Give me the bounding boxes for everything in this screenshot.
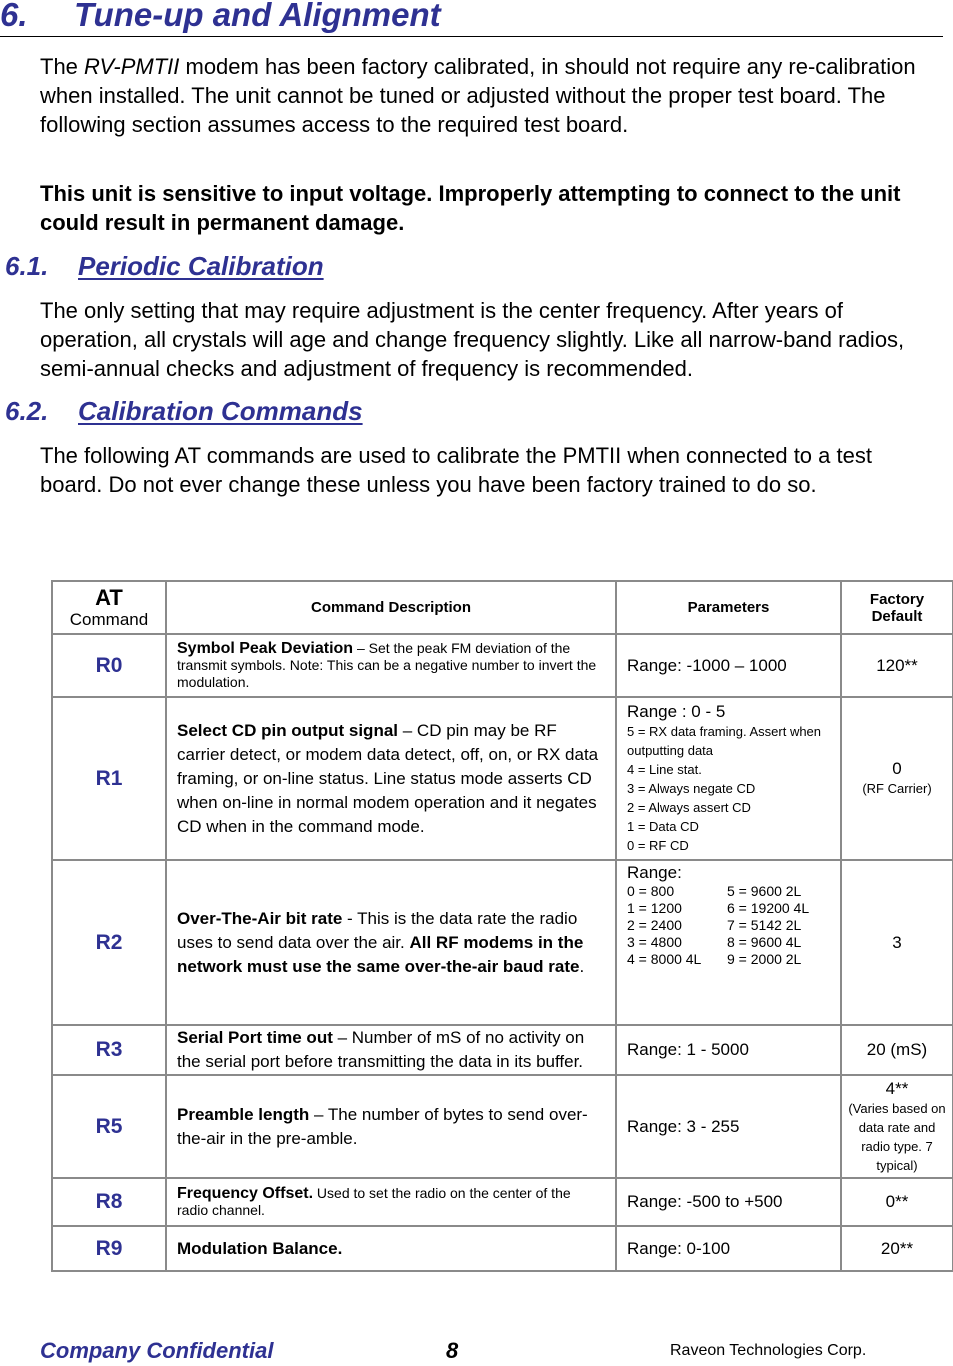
table-row — [52, 1226, 953, 1271]
table-row — [52, 1178, 953, 1226]
command-description: Serial Port time out – Number of mS of no activity on the serial port before transmitting the data in its buffer. — [166, 1025, 616, 1075]
page-number: 8 — [446, 1338, 459, 1363]
header-parameters: Parameters — [616, 581, 841, 634]
footer-confidential: Company Confidential — [40, 1338, 274, 1363]
footer-company: Raveon Technologies Corp. — [670, 1342, 867, 1359]
subsection-title: Periodic Calibration — [78, 251, 324, 281]
factory-default: 120** — [841, 634, 953, 697]
command-parameters: Range: 3 - 255 — [616, 1075, 841, 1178]
subsection-heading-commands: 6.2. Calibration Commands — [5, 396, 363, 426]
baud-rate-list: 0 = 800 5 = 9600 2L 1 = 1200 6 = 19200 4L 2 = 2400 7 = 5142 2L 3 = 4800 8 = 9600 4L 4 = 8000 4L 9 = 2000 2L — [627, 883, 810, 967]
command-code: R9 — [52, 1226, 166, 1271]
intro-paragraph: The RV-PMTII modem has been factory calibrated, in should not require any re-calibration when installed. The unit cannot be tuned or adjusted without the proper test board. The following section assumes access to the required test board. — [40, 54, 916, 137]
table-row — [52, 697, 953, 860]
commands-paragraph: The following AT commands are used to calibrate the PMTII when connected to a test board. Do not ever change these unless you have been factory trained to do so. — [40, 443, 872, 497]
command-description: Over-The-Air bit rate - This is the data rate the radio uses to send data over the air. All RF modems in the network must use the same over-the-air baud rate. — [166, 860, 616, 1025]
factory-default: 0 (RF Carrier) — [841, 697, 953, 860]
table-row — [52, 1025, 953, 1075]
table-row — [52, 634, 953, 697]
subsection-heading-periodic: 6.1. Periodic Calibration — [5, 251, 324, 281]
command-description: Modulation Balance. — [166, 1226, 616, 1271]
command-code: R0 — [52, 634, 166, 697]
command-code: R1 — [52, 697, 166, 860]
table-header-row — [52, 581, 953, 634]
command-parameters: Range: 0-100 — [616, 1226, 841, 1271]
header-at-command: AT Command — [52, 581, 166, 634]
table-row — [52, 1075, 953, 1178]
warning-paragraph: This unit is sensitive to input voltage. Improperly attempting to connect to the unit could result in permanent damage. — [40, 181, 901, 235]
command-code: R8 — [52, 1178, 166, 1226]
factory-default: 3 — [841, 860, 953, 1025]
command-parameters: Range : 0 - 5 5 = RX data framing. Assert when outputting data 4 = Line stat. 3 = Always negate CD 2 = Always assert CD 1 = Data CD 0 = RF CD — [616, 697, 841, 860]
command-parameters: Range: 0 = 800 5 = 9600 2L 1 = 1200 6 = 19200 4L 2 = 2400 7 = 5142 2L 3 = 4800 8 = 9600 4L 4 = 8000 4L 9 = 2000 2L — [616, 860, 841, 1025]
factory-default: 20** — [841, 1226, 953, 1271]
subsection-title: Calibration Commands — [78, 396, 363, 426]
factory-default: 4** (Varies based on data rate and radio type. 7 typical) — [841, 1075, 953, 1178]
header-description: Command Description — [166, 581, 616, 634]
factory-default: 0** — [841, 1178, 953, 1226]
section-heading — [0, 0, 943, 37]
command-code: R3 — [52, 1025, 166, 1075]
command-code: R5 — [52, 1075, 166, 1178]
table-row — [52, 860, 953, 1025]
section-title: Tune-up and Alignment — [74, 0, 441, 33]
command-description: Symbol Peak Deviation – Set the peak FM deviation of the transmit symbols. Note: This can be a negative number to invert the modulation. — [166, 634, 616, 697]
header-default: Factory Default — [841, 581, 953, 634]
command-description: Select CD pin output signal – CD pin may be RF carrier detect, or modem data detect, off, on, or RX data framing, or on-line status. Line status mode asserts CD when on-line in normal modem operation and it negates CD when in the command mode. — [166, 697, 616, 860]
calibration-commands-table — [51, 580, 953, 1272]
command-parameters: Range: -500 to +500 — [616, 1178, 841, 1226]
factory-default: 20 (mS) — [841, 1025, 953, 1075]
section-number: 6. — [0, 0, 28, 33]
command-parameters: Range: -1000 – 1000 — [616, 634, 841, 697]
command-description: Preamble length – The number of bytes to send over-the-air in the pre-amble. — [166, 1075, 616, 1178]
model-name: RV-PMTII — [84, 54, 180, 79]
command-parameters: Range: 1 - 5000 — [616, 1025, 841, 1075]
command-code: R2 — [52, 860, 166, 1025]
command-description: Frequency Offset. Used to set the radio on the center of the radio channel. — [166, 1178, 616, 1226]
periodic-paragraph: The only setting that may require adjustment is the center frequency. After years of operation, all crystals will age and change frequency slightly. Like all narrow-band radios, semi-annual checks and adjustment of frequency is recommended. — [40, 298, 905, 381]
